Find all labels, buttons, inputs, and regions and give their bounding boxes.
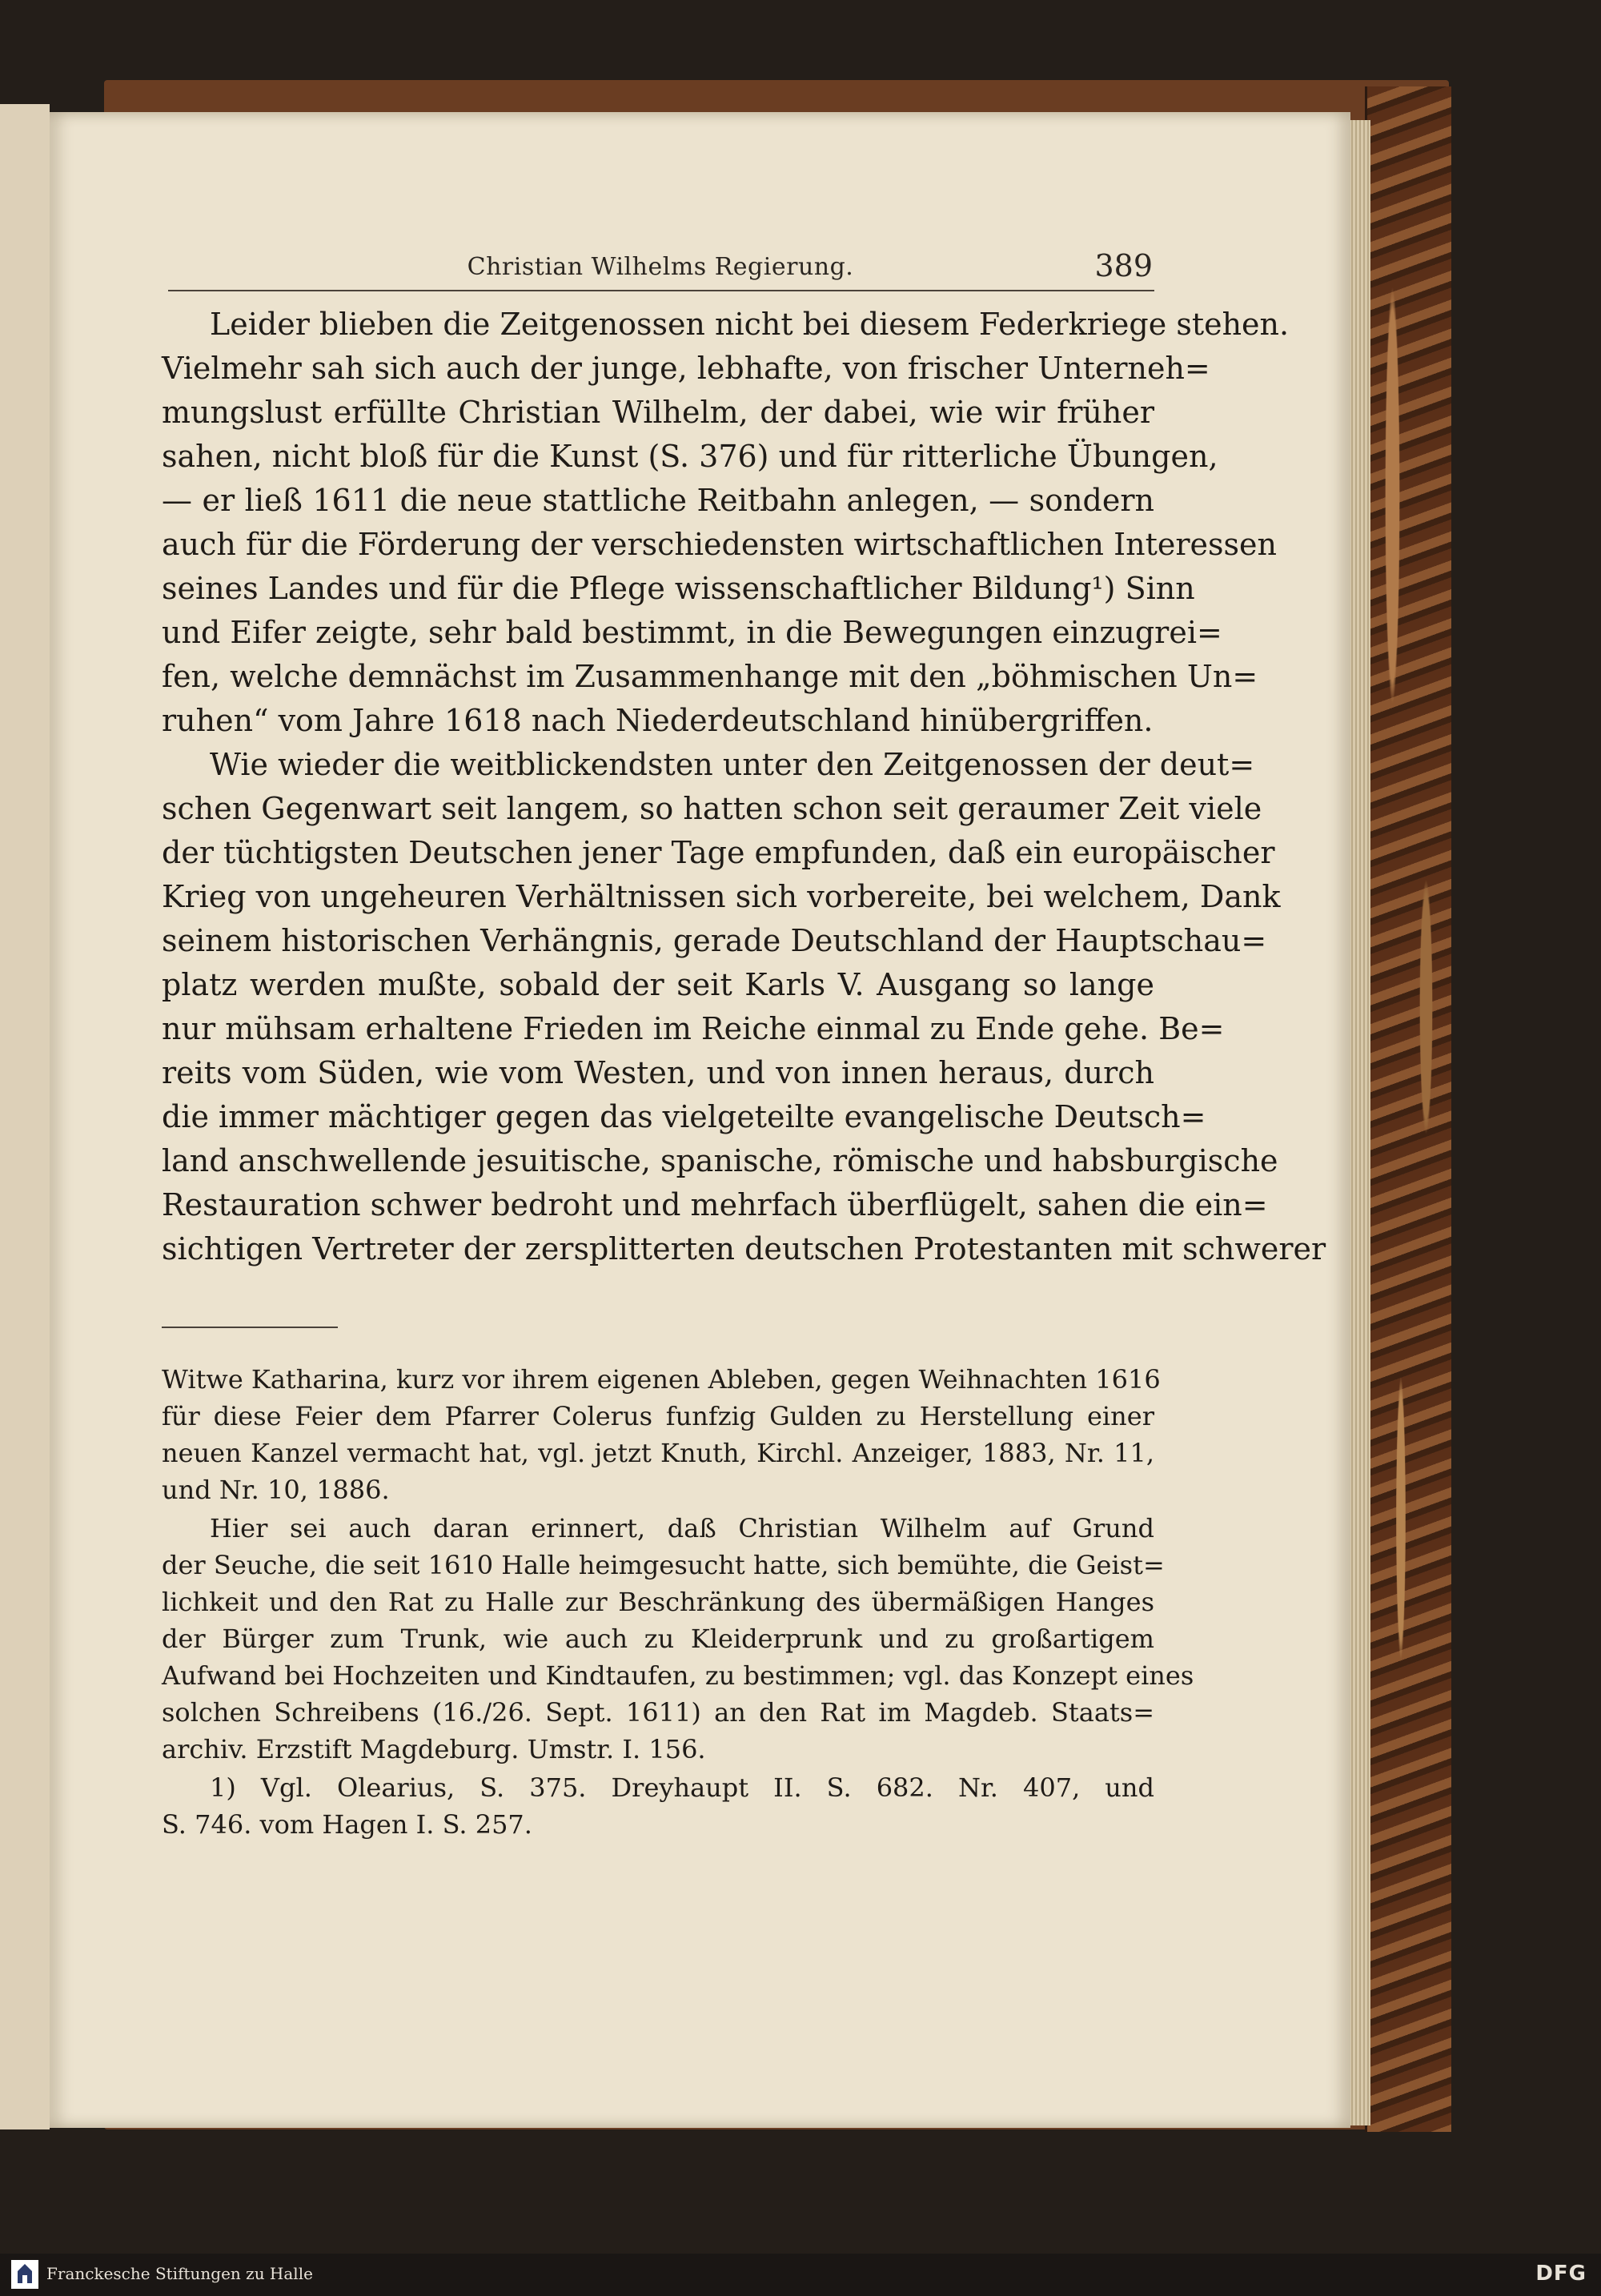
body-line: Krieg von ungeheuren Verhältnissen sich vorbereite, bei welchem, Dank	[162, 879, 1281, 914]
footnote-line: lichkeit und den Rat zu Halle zur Beschränkung des übermäßigen Hanges	[162, 1587, 1154, 1617]
body-line: ruhen“ vom Jahre 1618 nach Niederdeutschland hinübergriffen.	[162, 703, 1154, 738]
body-line: Wie wieder die weitblickendsten unter den Zeitgenossen der deut=	[210, 747, 1255, 782]
body-line: fen, welche demnächst im Zusammenhange mit den „böhmischen Un=	[162, 659, 1258, 694]
footnote-line: neuen Kanzel vermacht hat, vgl. jetzt Knuth, Kirchl. Anzeiger, 1883, Nr. 11,	[162, 1438, 1154, 1468]
body-line: seines Landes und für die Pflege wissenschaftlicher Bildung¹) Sinn	[162, 571, 1195, 606]
body-line: sichtigen Vertreter der zersplitterten deutschen Protestanten mit schwerer	[162, 1231, 1326, 1266]
body-line: schen Gegenwart seit langem, so hatten schon seit geraumer Zeit viele	[162, 791, 1262, 826]
book-page	[50, 112, 1350, 2128]
body-line: die immer mächtiger gegen das vielgeteilte evangelische Deutsch=	[162, 1099, 1206, 1134]
foundation-logo-icon	[11, 2260, 38, 2289]
footnote-line: der Bürger zum Trunk, wie auch zu Kleiderprunk und zu großartigem	[162, 1624, 1154, 1654]
footnote-line: Hier sei auch daran erinnert, daß Christian Wilhelm auf Grund	[210, 1513, 1154, 1543]
body-line: Leider blieben die Zeitgenossen nicht bei diesem Federkriege stehen.	[210, 307, 1290, 342]
body-line: reits vom Süden, wie vom Westen, und von innen heraus, durch	[162, 1055, 1154, 1090]
footnote-line: der Seuche, die seit 1610 Halle heimgesucht hatte, sich bemühte, die Geist=	[162, 1550, 1165, 1580]
footnote-line: archiv. Erzstift Magdeburg. Umstr. I. 156.	[162, 1734, 706, 1764]
viewer-footer-bar	[0, 2254, 1601, 2296]
footnote-line: für diese Feier dem Pfarrer Colerus funfzig Gulden zu Herstellung einer	[162, 1401, 1154, 1431]
body-line: mungslust erfüllte Christian Wilhelm, der dabei, wie wir früher	[162, 395, 1154, 430]
footnote-rule	[162, 1327, 338, 1328]
body-line: Restauration schwer bedroht und mehrfach überflügelt, sahen die ein=	[162, 1187, 1268, 1222]
body-line: und Eifer zeigte, sehr bald bestimmt, in die Bewegungen einzugrei=	[162, 615, 1222, 650]
body-line: — er ließ 1611 die neue stattliche Reitbahn anlegen, — sondern	[162, 483, 1154, 518]
footnote-line: Aufwand bei Hochzeiten und Kindtaufen, zu bestimmen; vgl. das Konzept eines	[162, 1660, 1194, 1691]
body-line: der tüchtigsten Deutschen jener Tage empfunden, daß ein europäischer	[162, 835, 1275, 870]
body-line: seinem historischen Verhängnis, gerade Deutschland der Hauptschau=	[162, 923, 1267, 958]
dfg-logo: DFG	[1535, 2262, 1587, 2286]
body-line: nur mühsam erhaltene Frieden im Reiche einmal zu Ende gehe. Be=	[162, 1011, 1225, 1046]
left-page-edge	[0, 104, 50, 2129]
footnote-line: 1) Vgl. Olearius, S. 375. Dreyhaupt II. S. 682. Nr. 407, und	[210, 1772, 1154, 1803]
footnote-line: und Nr. 10, 1886.	[162, 1475, 390, 1505]
body-line: platz werden mußte, sobald der seit Karls V. Ausgang so lange	[162, 967, 1154, 1002]
header-rule	[168, 290, 1154, 291]
footnote-line: Witwe Katharina, kurz vor ihrem eigenen Ableben, gegen Weihnachten 1616	[162, 1364, 1161, 1395]
body-line: Vielmehr sah sich auch der junge, lebhafte, von frischer Unterneh=	[162, 351, 1210, 386]
body-line: land anschwellende jesuitische, spanische, römische und habsburgische	[162, 1143, 1278, 1178]
body-line: sahen, nicht bloß für die Kunst (S. 376) und für ritterliche Übungen,	[162, 439, 1218, 474]
footnote-line: S. 746. vom Hagen I. S. 257.	[162, 1809, 532, 1840]
body-line: auch für die Förderung der verschiedensten wirtschaftlichen Interessen	[162, 527, 1277, 562]
page-number: 389	[1094, 248, 1153, 283]
footnote-line: solchen Schreibens (16./26. Sept. 1611) an den Rat im Magdeb. Staats=	[162, 1697, 1154, 1728]
running-title: Christian Wilhelms Regierung.	[467, 253, 854, 281]
footer-credit: Franckesche Stiftungen zu Halle	[46, 2264, 313, 2283]
running-head	[168, 248, 1153, 285]
marbled-page-edge	[1365, 86, 1451, 2132]
